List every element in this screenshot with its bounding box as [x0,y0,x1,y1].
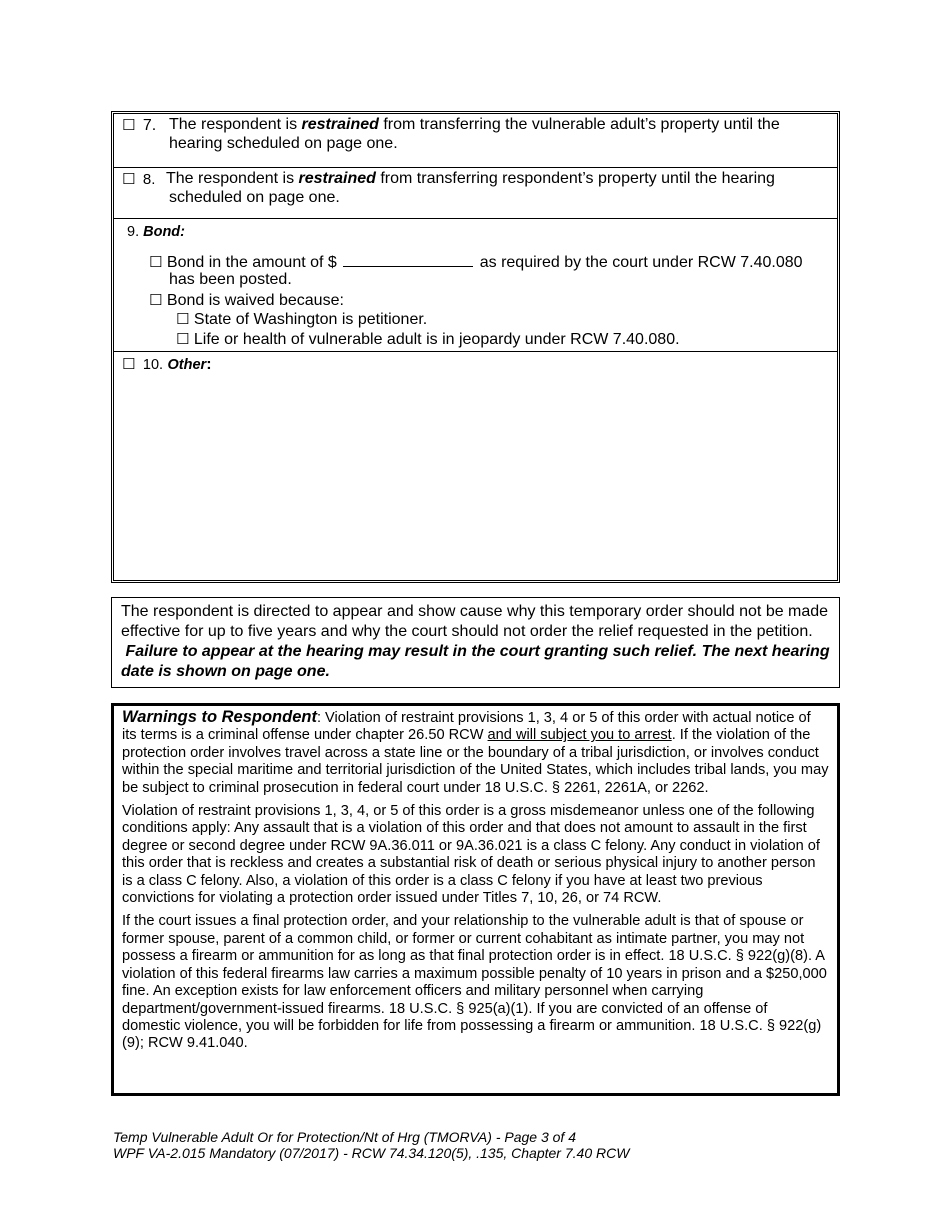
item-7-text-post: from transferring the vulnerable adult’s property until the [383,116,780,133]
order-item-9 [114,219,837,352]
bond-waived-reason-2 [176,330,680,349]
item-8-restrained: restrained [298,170,376,187]
bond-waived-label: Bond is waived because: [166,292,344,309]
reason-1-checkbox[interactable]: ☐ [176,310,190,328]
bond-amount-line2: has been posted. [169,271,292,288]
item-8-text-pre: The respondent is [166,170,295,187]
warnings-to-respondent [111,703,840,1096]
item-7-number: 7. [142,117,157,134]
order-table [111,111,840,583]
item-7-line2: hearing scheduled on page one. [169,135,398,152]
reason-1-label: State of Washington is petitioner. [193,311,428,328]
warnings-p1-b: . If the violation of the protection order involves travel across a state line or the boundary of a tribal jurisdiction, or involves conduct within the special maritime and territorial jurisdiction of the United States, which includes tribal lands, you may be subject to criminal prosecution in federal court under 18 U.S.C. § 2261, 2261A, or 2262. [122,727,829,796]
footer-form-code: WPF VA-2.015 Mandatory (07/2017) - RCW 74.34.120(5), .135, Chapter 7.40 RCW [113,1145,630,1161]
other-writein-area[interactable] [144,380,827,572]
item-9-number: 9. [127,224,140,240]
warnings-paragraph-3: If the court issues a final protection order, and your relationship to the vulnerable adult is that of spouse or former spouse, parent of a common child, or former or current cohabitant as intimate partner, you may not possess a firearm or ammunition for as long as that final protection order is in effect. 18 U.S.C. § 922(g)(8). A violation of this federal firearms law carries a maximum possible penalty of 10 years in prison and a $250,000 fine. An exception exists for law enforcement officers and military personnel when carrying department/government-issued firearms. 18 U.S.C. § 925(a)(1). If you are convicted of an offense of domestic violence, you will be forbidden for life from possessing a firearm or ammunition. 18 U.S.C. § 922(g)(9); RCW 9.41.040. [122,913,827,1052]
item-9-heading: Bond: [143,224,185,240]
item-10-colon: : [206,356,212,373]
warnings-paragraph-1 [122,709,829,797]
appearance-directive [111,597,840,688]
order-item-7 [114,114,837,168]
bond-amount-checkbox[interactable]: ☐ [149,253,163,271]
item-8-number: 8. [142,171,156,188]
warnings-p1-a: : Violation of restraint provisions 1, 3, 4 or 5 of this order with actual notice of its terms is a criminal offense under chapter 26.50 RCW [122,710,811,744]
item-10-number: 10. [142,357,164,373]
item-10-heading: Other [167,357,207,373]
bond-amount-blank[interactable] [343,252,473,267]
directive-warning: Failure to appear at the hearing may result in the court granting such relief. The next hearing date is shown on page one. [121,643,830,680]
order-item-10 [114,352,837,580]
item-7-text-pre: The respondent is [169,116,298,133]
bond-waived-checkbox[interactable]: ☐ [149,291,163,309]
item-8-checkbox[interactable]: ☐ [122,170,136,188]
bond-amount-option [149,252,803,272]
item-7-checkbox[interactable]: ☐ [122,116,136,134]
page-footer [113,1129,629,1161]
warnings-paragraph-2: Violation of restraint provisions 1, 3, 4, or 5 of this order is a gross misdemeanor unless one of the following conditions apply: Any assault that is a violation of this order and that does not amount to assault in the first degree or second degree under RCW 9A.36.011 or 9A.36.021 is a class C felony. Any conduct in violation of this order that is reckless and creates a substantial risk of death or serious physical injury to another person is a class C felony. Also, a violation of this order is a class C felony if you have at least two previous convictions for violating a protection order issued under Titles 7, 10, 26, or 74 RCW. [122,803,820,907]
bond-amount-text-pre: Bond in the amount of $ [166,254,337,271]
directive-text: The respondent is directed to appear and show cause why this temporary order should not be made effective for up to five years and why the court should not order the relief requested in the petition. [121,603,829,640]
item-8-line2: scheduled on page one. [169,189,340,206]
bond-amount-text-post: as required by the court under RCW 7.40.080 [479,254,803,271]
footer-form-title: Temp Vulnerable Adult Or for Protection/Nt of Hrg (TMORVA) - Page 3 of 4 [113,1129,576,1145]
order-item-8 [114,168,837,219]
item-7-restrained: restrained [301,116,379,133]
bond-waived-reason-1 [176,310,427,329]
warnings-p1-underline: and will subject you to arrest [487,727,672,744]
reason-2-label: Life or health of vulnerable adult is in jeopardy under RCW 7.40.080. [193,331,680,348]
item-8-text-post: from transferring respondent’s property until the hearing [380,170,775,187]
bond-waived-option [149,291,344,310]
item-10-checkbox[interactable]: ☐ [122,355,136,373]
warnings-title: Warnings to Respondent [122,708,317,726]
reason-2-checkbox[interactable]: ☐ [176,330,190,348]
